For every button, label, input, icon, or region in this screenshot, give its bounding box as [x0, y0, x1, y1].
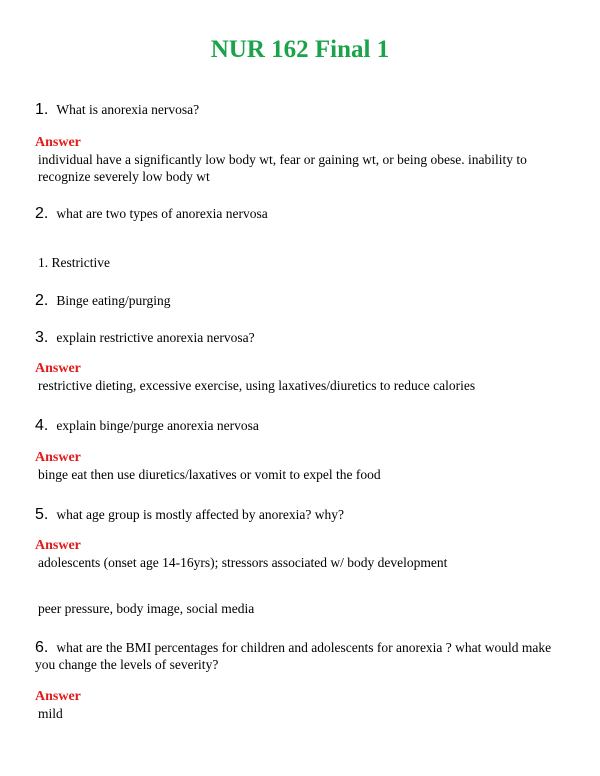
question-text: what are the BMI percentages for children and adolescents for anorexia ? what would make you change the levels of severity? [35, 640, 552, 672]
question-5 [35, 506, 565, 523]
question-4 [35, 417, 565, 434]
answer-label: Answer [35, 450, 81, 465]
question-number: 5. [35, 506, 49, 523]
question-1 [35, 101, 565, 118]
question-number: 4. [35, 417, 49, 434]
question-text: explain binge/purge anorexia nervosa [56, 418, 259, 433]
question-number: 3. [35, 329, 49, 346]
answer-text: restrictive dieting, excessive exercise, using laxatives/diuretics to reduce calories [38, 378, 476, 393]
page-title: NUR 162 Final 1 [210, 36, 390, 63]
answer-5 [35, 537, 565, 571]
answer-label: Answer [35, 689, 81, 704]
question-text: what are two types of anorexia nervosa [56, 206, 268, 221]
question-3 [35, 329, 565, 346]
answer-label: Answer [35, 538, 81, 553]
answer-text: adolescents (onset age 14-16yrs); stressors associated w/ body development [38, 555, 448, 570]
question-number: 2. [35, 292, 49, 309]
answer-text: individual have a significantly low body wt, fear or gaining wt, or being obese. inability to recognize severely low body wt [38, 152, 527, 184]
answer-5-continued: peer pressure, body image, social media [38, 601, 255, 616]
question-text: What is anorexia nervosa? [56, 102, 200, 117]
question-number: 2. [35, 205, 49, 222]
question-number: 6. [35, 639, 49, 656]
answer-text: binge eat then use diuretics/laxatives or vomit to expel the food [38, 467, 381, 482]
list-item-binge-purging [35, 292, 565, 309]
question-text: explain restrictive anorexia nervosa? [56, 330, 255, 345]
question-number: 1. [35, 101, 49, 118]
question-2 [35, 205, 565, 222]
question-6 [35, 639, 565, 673]
answer-label: Answer [35, 135, 81, 150]
answer-4 [35, 449, 565, 483]
answer-label: Answer [35, 361, 81, 376]
answer-3 [35, 360, 565, 394]
list-item-restrictive: 1. Restrictive [38, 255, 110, 270]
answer-1 [35, 134, 565, 185]
question-text: Binge eating/purging [56, 293, 171, 308]
question-text: what age group is mostly affected by anorexia? why? [56, 507, 344, 522]
answer-6 [35, 688, 565, 722]
answer-text: mild [38, 706, 63, 721]
